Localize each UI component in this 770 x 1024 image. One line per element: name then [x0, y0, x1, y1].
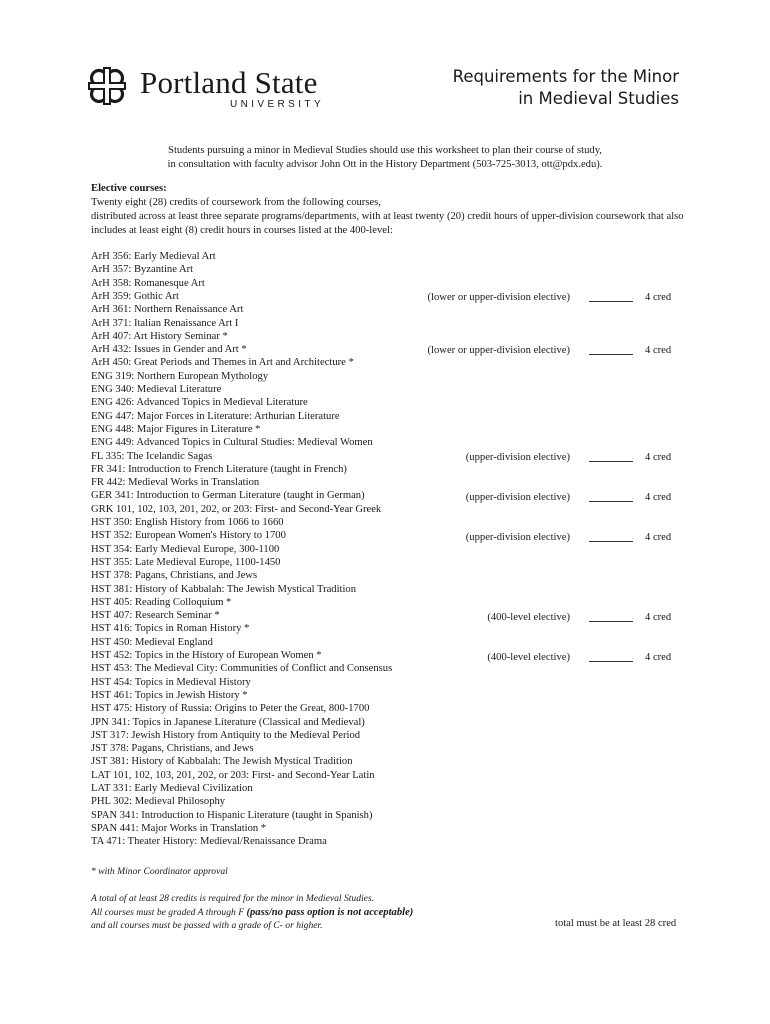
course-item: ArH 407: Art History Seminar *: [91, 330, 228, 342]
course-item: HST 381: History of Kabbalah: The Jewish Mystical Tradition: [91, 583, 357, 595]
credit-slot-credits: 4 cred: [645, 452, 672, 463]
page-title: [453, 66, 679, 110]
course-item: HST 350: English History from 1066 to 1660: [91, 517, 284, 528]
course-item: FL 335: The Icelandic Sagas: [91, 450, 213, 462]
course-item: HST 453: The Medieval City: Communities of Conflict and Consensus: [91, 663, 393, 675]
elective-line-1: Twenty eight (28) credits of coursework from the following courses,: [91, 197, 381, 208]
credit-slot-credits: 4 cred: [645, 492, 672, 503]
course-item: SPAN 441: Major Works in Translation *: [91, 822, 267, 834]
course-item: ENG 449: Advanced Topics in Cultural Studies: Medieval Women: [91, 437, 373, 449]
course-item: HST 355: Late Medieval Europe, 1100-1450: [91, 556, 281, 568]
credit-slot-label: (400-level elective): [487, 652, 570, 663]
note-line-2-text: All courses must be graded A through F: [91, 906, 247, 918]
credit-slot-label: (upper-division elective): [465, 452, 570, 463]
total-credits-text: total must be at least 28 cred: [555, 918, 677, 929]
course-item: HST 416: Topics in Roman History *: [91, 623, 250, 635]
credit-slot-credits: 4 cred: [645, 345, 672, 356]
course-item: HST 454: Topics in Medieval History: [91, 676, 251, 688]
elective-section: [91, 182, 731, 238]
course-item: GER 341: Introduction to German Literature (taught in German): [91, 490, 365, 502]
course-item: JPN 341: Topics in Japanese Literature (Classical and Medieval): [91, 716, 365, 728]
course-item: ArH 371: Italian Renaissance Art I: [91, 317, 239, 329]
course-item: HST 378: Pagans, Christians, and Jews: [91, 570, 258, 582]
course-item: ArH 356: Early Medieval Art: [91, 251, 216, 262]
course-item: HST 452: Topics in the History of European Women *: [91, 650, 322, 661]
credit-slot-credits: 4 cred: [645, 612, 672, 623]
credit-slot-blank-field[interactable]: [589, 501, 633, 502]
course-item: TA 471: Theater History: Medieval/Renaissance Drama: [91, 836, 327, 848]
credit-slot-blank-field[interactable]: [589, 621, 633, 622]
course-item: HST 461: Topics in Jewish History *: [91, 689, 248, 701]
course-item: ENG 340: Medieval Literature: [91, 384, 222, 395]
credit-slot-label: (upper-division elective): [465, 492, 570, 503]
credit-slot-label: (lower or upper-division elective): [427, 292, 570, 303]
course-item: PHL 302: Medieval Philosophy: [91, 796, 226, 808]
credit-slot-blank-field[interactable]: [589, 541, 633, 542]
credit-slot-credits: 4 cred: [645, 292, 672, 303]
intro-line-1: Students pursuing a minor in Medieval Studies should use this worksheet to plan their course of study,: [168, 145, 602, 156]
credit-slot-label: (lower or upper-division elective): [427, 345, 570, 356]
elective-heading: Elective courses:: [91, 183, 167, 194]
university-logo: [84, 63, 334, 123]
course-item: SPAN 341: Introduction to Hispanic Literature (taught in Spanish): [91, 809, 373, 821]
note-line-3: and all courses must be passed with a grade of C- or higher.: [91, 920, 323, 931]
course-item: LAT 331: Early Medieval Civilization: [91, 783, 253, 794]
course-item: LAT 101, 102, 103, 201, 202, or 203: First- and Second-Year Latin: [91, 769, 375, 781]
note-line-1: A total of at least 28 credits is required for the minor in Medieval Studies.: [91, 893, 375, 904]
course-item: JST 378: Pagans, Christians, and Jews: [91, 743, 254, 755]
logo-subtitle: UNIVERSITY: [230, 99, 325, 110]
course-item: JST 317: Jewish History from Antiquity to the Medieval Period: [91, 729, 361, 741]
course-item: ENG 426: Advanced Topics in Medieval Literature: [91, 397, 308, 409]
title-line-2: in Medieval Studies: [518, 89, 679, 108]
course-item: HST 450: Medieval England: [91, 636, 213, 648]
course-item: ArH 358: Romanesque Art: [91, 277, 205, 289]
elective-line-2: distributed across at least three separate programs/departments, with at least twenty (20) credit hours of upper-division coursework that also: [91, 211, 684, 222]
credit-slot-credits: 4 cred: [645, 532, 672, 543]
credit-slot-credits: 4 cred: [645, 652, 672, 663]
course-item: ENG 448: Major Figures in Literature *: [91, 423, 261, 435]
note-line-2-bold: (pass/no pass option is not acceptable): [246, 906, 414, 918]
course-item: HST 407: Research Seminar *: [91, 610, 220, 622]
course-item: HST 354: Early Medieval Europe, 300-1100: [91, 543, 280, 555]
course-item: ENG 447: Major Forces in Literature: Arthurian Literature: [91, 410, 340, 422]
course-item: FR 341: Introduction to French Literature (taught in French): [91, 463, 347, 475]
course-item: JST 381: History of Kabbalah: The Jewish Mystical Tradition: [91, 756, 353, 768]
course-item: GRK 101, 102, 103, 201, 202, or 203: First- and Second-Year Greek: [91, 503, 382, 515]
course-item: HST 352: European Women's History to 1700: [91, 530, 286, 542]
note-line-2: [91, 906, 413, 920]
course-item: FR 442: Medieval Works in Translation: [91, 477, 260, 489]
course-item: HST 405: Reading Colloquium *: [91, 596, 232, 608]
credit-slot-label: (400-level elective): [487, 612, 570, 623]
course-item: HST 475: History of Russia: Origins to Peter the Great, 800-1700: [91, 703, 370, 715]
logo-name: Portland State: [140, 65, 318, 100]
course-item: ENG 319: Northern European Mythology: [91, 370, 269, 382]
elective-line-3: includes at least eight (8) credit hours in courses listed at the 400-level:: [91, 225, 393, 236]
intro-text: [0, 144, 770, 172]
credit-slot-label: (upper-division elective): [465, 532, 570, 543]
credit-slot-blank-field[interactable]: [589, 661, 633, 662]
psu-logo-mark-icon: [84, 63, 130, 109]
course-item: ArH 432: Issues in Gender and Art *: [91, 344, 247, 356]
course-item: ArH 359: Gothic Art: [91, 290, 179, 302]
credit-slot-blank-field[interactable]: [589, 301, 633, 302]
requirement-notes: [91, 892, 413, 933]
course-item: ArH 357: Byzantine Art: [91, 264, 194, 276]
title-line-1: Requirements for the Minor: [452, 67, 679, 86]
footnote: * with Minor Coordinator approval: [91, 866, 228, 877]
intro-line-2: in consultation with faculty advisor John Ott in the History Department (503-725-3013, ott@pdx.edu).: [167, 159, 603, 170]
credit-slot-blank-field[interactable]: [589, 354, 633, 355]
course-item: ArH 450: Great Periods and Themes in Art and Architecture *: [91, 357, 354, 369]
course-item: ArH 361: Northern Renaissance Art: [91, 304, 244, 316]
credit-slot-blank-field[interactable]: [589, 461, 633, 462]
